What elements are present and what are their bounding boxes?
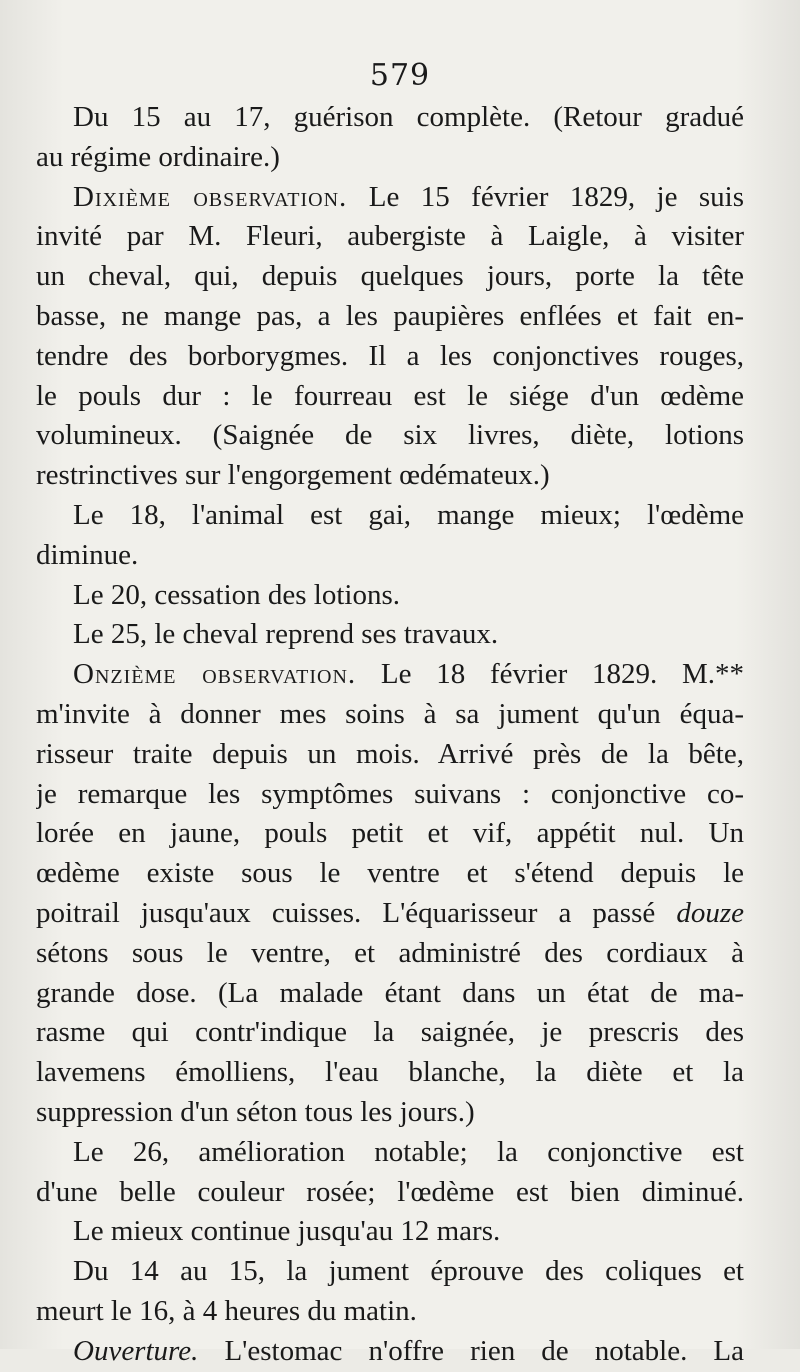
text-line: au régime ordinaire.) [36, 140, 280, 173]
text-line: restrinctives sur l'engorgement œdémateux.) [36, 459, 550, 492]
text-line: Du 15 au 17, guérison complète. (Retour gradué [73, 101, 744, 133]
text-line: m'invite à donner mes soins à sa jument qu'un équa- [36, 697, 744, 730]
text-line: sétons sous le ventre, et administré des cordiaux à [36, 936, 744, 969]
text-line: je remarque les symptômes suivans : conjonctive co- [36, 777, 744, 810]
text-line: œdème existe sous le ventre et s'étend depuis le [36, 857, 744, 890]
text-line: un cheval, qui, depuis quelques jours, porte la tête [36, 260, 744, 293]
text-line: risseur traite depuis un mois. Arrivé près de la bête, [36, 737, 744, 770]
section-heading: Dixième observation. [73, 180, 348, 213]
text-line: Onzième observation. Le 18 février 1829. M.** [73, 658, 744, 691]
italic-word: Ouverture. [73, 1334, 199, 1367]
text-line: lorée en jaune, pouls petit et vif, appétit nul. Un [36, 817, 744, 850]
text-line: grande dose. (La malade étant dans un état de ma- [36, 976, 744, 1009]
text-line: Le 25, le cheval reprend ses travaux. [73, 618, 499, 651]
text-line: Ouverture. L'estomac n'offre rien de notable. La [73, 1334, 744, 1367]
text-line: suppression d'un séton tous les jours.) [36, 1095, 475, 1128]
page-body [36, 98, 744, 1372]
text-line: Le 18, l'animal est gai, mange mieux; l'œdème [73, 498, 744, 531]
text-line: Le 26, amélioration notable; la conjonctive est [73, 1135, 744, 1168]
text-line: Le mieux continue jusqu'au 12 mars. [73, 1215, 501, 1248]
text-line: diminue. [36, 538, 139, 571]
text-line: tendre des borborygmes. Il a les conjonctives rouges, [36, 339, 744, 372]
text-line: meurt le 16, à 4 heures du matin. [36, 1294, 417, 1327]
italic-word: douze [676, 896, 744, 929]
text-line: lavemens émolliens, l'eau blanche, la diète et la [36, 1056, 744, 1089]
text-line: Le 20, cessation des lotions. [73, 578, 401, 611]
text-line: Du 14 au 15, la jument éprouve des coliques et [73, 1255, 744, 1288]
text-line: d'une belle couleur rosée; l'œdème est bien diminué. [36, 1175, 744, 1208]
text-line: volumineux. (Saignée de six livres, diète, lotions [36, 419, 744, 452]
text-line: basse, ne mange pas, a les paupières enflées et fait en- [36, 299, 744, 332]
text-line: le pouls dur : le fourreau est le siége d'un œdème [36, 379, 744, 412]
page-number: 579 [369, 58, 431, 93]
text-line: poitrail jusqu'aux cuisses. L'équarisseur a passé douze [36, 896, 744, 929]
text-line: Dixième observation. Le 15 février 1829, je suis [73, 180, 744, 213]
text-line: invité par M. Fleuri, aubergiste à Laigle, à visiter [36, 220, 744, 253]
text-line: rasme qui contr'indique la saignée, je prescris des [36, 1016, 744, 1049]
section-heading: Onzième observation. [73, 658, 357, 691]
